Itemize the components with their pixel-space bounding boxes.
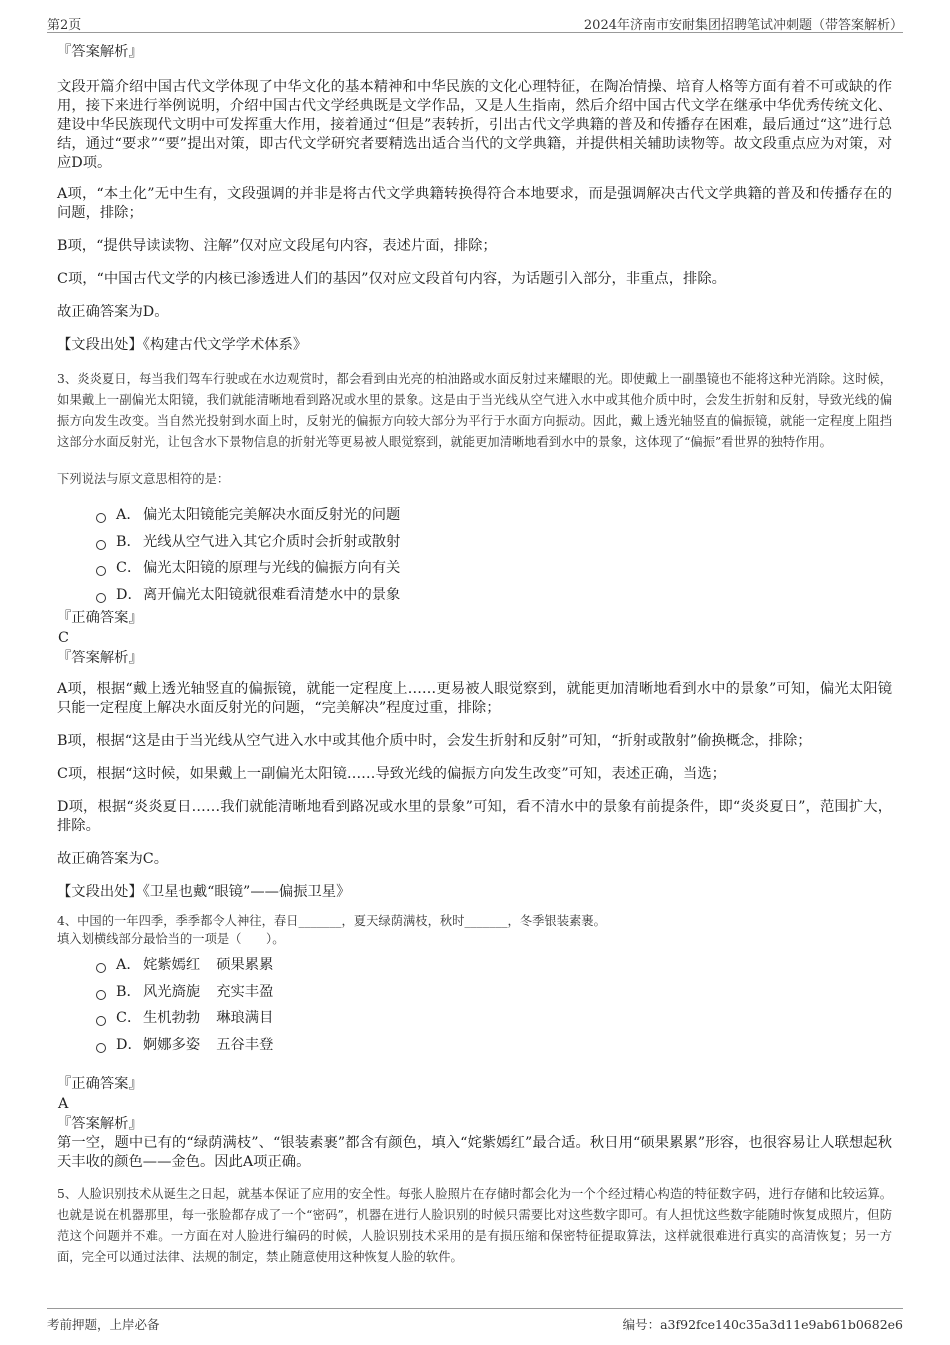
- radio-icon[interactable]: [96, 990, 106, 1000]
- q3-correct-label: 『正确答案』: [57, 610, 143, 626]
- radio-icon[interactable]: [96, 540, 106, 550]
- q2-analysis-label: 『答案解析』: [57, 44, 143, 60]
- radio-icon[interactable]: [96, 513, 106, 523]
- radio-icon[interactable]: [96, 566, 106, 576]
- q3-option-b[interactable]: B． 光线从空气进入其它介质时会折射或散射: [96, 529, 892, 556]
- q5-stem: 5、人脸识别技术从诞生之日起，就基本保证了应用的安全性。每张人脸照片在存储时都会化为一个个经过精心构造的特征数字码，进行存储和比较运算。也就是说在机器那里，每一张脸都存成了一个“密码”，机器在进行人脸识别的时候只需要比对这些数字即可。有人担忧这些数字能随时恢复成照片，但防范这个问题并不难。一方面在对人脸进行编码的时候，人脸识别技术采用的是有损压缩和保密特征提取算法，这样就很难进行真实的高清恢复；另一方面，完全可以通过法律、法规的制定，禁止随意使用这种恢复人脸的软件。: [57, 1187, 892, 1264]
- q3-analysis-option-c: C项，根据“这时候，如果戴上一副偏光太阳镜……导致光线的偏振方向发生改变”可知，表述正确，当选；: [57, 766, 726, 782]
- q3-analysis-option-a: A项，根据“戴上透光轴竖直的偏振镜，就能一定程度上……更易被人眼觉察到，就能更加清晰地看到水中的景象”可知，偏光太阳镜只能一定程度上解决水面反射光的问题，“完美解决”程度过重，排除；: [57, 681, 892, 716]
- q3-analysis-label: 『答案解析』: [57, 650, 143, 666]
- q3-prompt: 下列说法与原文意思相符的是：: [57, 472, 230, 486]
- q3-conclusion: 故正确答案为C。: [57, 851, 169, 867]
- q3-source: 【文段出处】《卫星也戴“眼镜”——偏振卫星》: [57, 884, 351, 900]
- page-number: 第2页: [47, 18, 82, 33]
- q3-option-a[interactable]: A． 偏光太阳镜能完美解决水面反射光的问题: [96, 502, 892, 529]
- document-id: 编号：a3f92fce140c35a3d11e9ab61b0682e6: [622, 1317, 903, 1332]
- page-content: [57, 42, 892, 1268]
- radio-icon[interactable]: [96, 1016, 106, 1026]
- q4-analysis: 第一空，题中已有的“绿荫满枝”、“银装素裹”都含有颜色，填入“姹紫嫣红”最合适。秋日用“硕果累累”形容，也很容易让人联想起秋天丰收的颜色——金色。因此A项正确。: [57, 1135, 892, 1170]
- q2-analysis-paragraph: 文段开篇介绍中国古代文学体现了中华文化的基本精神和中华民族的文化心理特征，在陶冶情操、培育人格等方面有着不可或缺的作用，接下来进行举例说明，介绍中国古代文学经典既是文学作品，又是人生指南，然后介绍中国古代文学在继承中华优秀传统文化、建设中华民族现代文明中可发挥重大作用，接着通过“但是”表转折，引出古代文学典籍的普及和传播存在困难，最后通过“这”进行总结，通过“要求”“要”提出对策，即古代文学研究者要精选出适合当代的文学典籍，并提供相关辅助读物等。故文段重点应为对策，对应D项。: [57, 79, 892, 171]
- q2-analysis-option-c: C项，“中国古代文学的内核已渗透进人们的基因”仅对应文段首句内容，为话题引入部分，非重点，排除。: [57, 271, 726, 287]
- q4-option-a[interactable]: A． 姹紫嫣红 硕果累累: [96, 952, 892, 979]
- q4-prompt: 填入划横线部分最恰当的一项是（ ）。: [57, 932, 285, 946]
- radio-icon[interactable]: [96, 593, 106, 603]
- q3-option-c[interactable]: C． 偏光太阳镜的原理与光线的偏振方向有关: [96, 555, 892, 582]
- q4-option-c[interactable]: C． 生机勃勃 琳琅满目: [96, 1005, 892, 1032]
- page-footer: [47, 1308, 903, 1335]
- q3-analysis-option-b: B项，根据“这是由于当光线从空气进入水中或其他介质中时，会发生折射和反射”可知，“折射或散射”偷换概念，排除；: [57, 733, 812, 749]
- q3-correct-answer: C: [58, 630, 69, 646]
- q4-option-b[interactable]: B． 风光旖旎 充实丰盈: [96, 979, 892, 1006]
- q4-options: [57, 952, 892, 1058]
- q3-option-d[interactable]: D． 离开偏光太阳镜就很难看清楚水中的景象: [96, 582, 892, 609]
- q4-stem: 4、中国的一年四季，季季都令人神往，春日_______，夏天绿荫满枝，秋时_______，冬季银装素裹。: [57, 914, 606, 928]
- radio-icon[interactable]: [96, 1043, 106, 1053]
- q3-stem: 3、炎炎夏日，每当我们驾车行驶或在水边观赏时，都会看到由光亮的柏油路或水面反射过来耀眼的光。即使戴上一副墨镜也不能将这种光消除。这时候，如果戴上一副偏光太阳镜，我们就能清晰地看到路况或水里的景象。这是由于当光线从空气进入水中或其他介质中时，会发生折射和反射，导致光线的偏振方向发生改变。当自然光投射到水面上时，反射光的偏振方向较大部分为平行于水面方向振动。因此，戴上透光轴竖直的偏振镜，就能一定程度上阻挡这部分水面反射光，让包含水下景物信息的折射光等更易被人眼觉察到，就能更加清晰地看到水中的景象，这体现了“偏振”看世界的独特作用。: [57, 372, 892, 449]
- q2-source: 【文段出处】《构建古代文学学术体系》: [57, 337, 308, 353]
- q3-options: [57, 502, 892, 608]
- q2-analysis-option-a: A项，“本土化”无中生有，文段强调的并非是将古代文学典籍转换得符合本地要求，而是强调解决古代文学典籍的普及和传播存在的问题，排除；: [57, 186, 892, 221]
- q4-correct-answer: A: [58, 1096, 69, 1112]
- page-header: [47, 10, 903, 33]
- footer-slogan: 考前押题，上岸必备: [47, 1317, 160, 1332]
- document-title: 2024年济南市安耐集团招聘笔试冲刺题（带答案解析）: [583, 18, 903, 33]
- q4-correct-label: 『正确答案』: [57, 1076, 143, 1092]
- q2-analysis-option-b: B项，“提供导读读物、注解”仅对应文段尾句内容，表述片面，排除；: [57, 238, 497, 254]
- q4-analysis-label: 『答案解析』: [57, 1116, 143, 1132]
- q3-analysis-option-d: D项，根据“炎炎夏日……我们就能清晰地看到路况或水里的景象”可知，看不清水中的景象有前提条件，即“炎炎夏日”，范围扩大，排除。: [57, 799, 892, 834]
- radio-icon[interactable]: [96, 963, 106, 973]
- q2-conclusion: 故正确答案为D。: [57, 304, 169, 320]
- q4-option-d[interactable]: D． 婀娜多姿 五谷丰登: [96, 1032, 892, 1059]
